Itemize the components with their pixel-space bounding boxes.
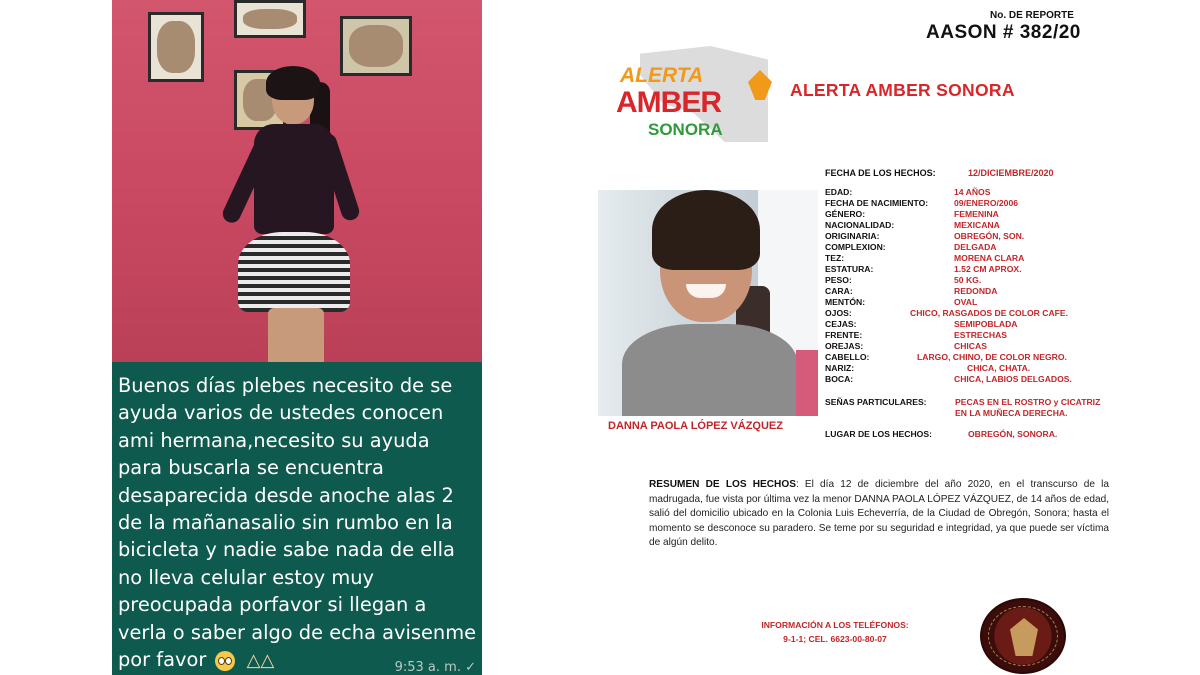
detail-row	[825, 363, 1031, 374]
detail-row	[825, 374, 1072, 385]
detail-row	[825, 341, 987, 352]
detail-label: GÉNERO:	[825, 209, 866, 219]
senas-label: SEÑAS PARTICULARES:	[825, 397, 927, 407]
detail-row	[825, 209, 999, 220]
detail-row	[825, 242, 997, 253]
detail-value: MEXICANA	[954, 220, 1000, 230]
detail-label: PESO:	[825, 275, 852, 285]
contact-phones: 9-1-1; CEL. 6623-00-80-07	[783, 634, 887, 644]
senas-value-line: EN LA MUÑECA DERECHA.	[955, 407, 1068, 418]
detail-row	[825, 286, 998, 297]
logo-alerta-text: ALERTA	[620, 64, 704, 87]
detail-row	[825, 308, 1069, 319]
detail-row	[825, 319, 1018, 330]
logo-amber-text: AMBER	[616, 86, 721, 119]
detail-label: CEJAS:	[825, 319, 857, 329]
story-message	[118, 372, 478, 674]
detail-label: ORIGINARIA:	[825, 231, 880, 241]
detail-row	[825, 264, 1022, 275]
wall-picture-frame	[148, 12, 204, 82]
alert-title: ALERTA AMBER SONORA	[790, 80, 1015, 100]
resumen-paragraph	[649, 478, 1109, 551]
lugar-value: OBREGÓN, SONORA.	[968, 429, 1058, 439]
senas-particulares	[825, 397, 1101, 418]
wall-picture-frame	[340, 16, 412, 76]
story-timestamp: 9:53 a. m. ✓	[394, 660, 476, 675]
missing-person-name: DANNA PAOLA LÓPEZ VÁZQUEZ	[608, 420, 783, 432]
wall-picture-frame	[234, 0, 306, 38]
detail-value: LARGO, CHINO, DE COLOR NEGRO.	[917, 352, 1067, 362]
fiscalia-seal-icon	[980, 598, 1066, 674]
detail-value: OVAL	[954, 297, 978, 307]
detail-row	[825, 297, 978, 308]
detail-label: ESTATURA:	[825, 264, 874, 274]
detail-value: CHICO, RASGADOS DE COLOR CAFE.	[910, 308, 1069, 318]
detail-row	[825, 220, 1000, 231]
detail-value: CHICA, LABIOS DELGADOS.	[954, 374, 1072, 384]
detail-row	[825, 330, 1008, 341]
detail-label: BOCA:	[825, 374, 854, 384]
detail-row	[825, 187, 991, 198]
contact-label: INFORMACIÓN A LOS TELÉFONOS:	[761, 620, 909, 630]
contact-info	[755, 618, 915, 646]
detail-value: DELGADA	[954, 242, 997, 252]
resumen-text: : El día 12 de diciembre del año 2020, en el transcurso de la madrugada, fue vista por última vez la menor DANNA PAOLA LÓPEZ VÁZQUEZ, de 14 años de edad, salió del domicilio ubicado en la Colonia Luis Echeverría, de la Ciudad de Obregón, Sonora; hasta el momento se desconoce su paradero. Se teme por su seguridad e integridad, ya que puede ser víctima de algún delito.	[649, 479, 1109, 549]
amber-alert-poster	[560, 0, 1200, 675]
fecha-label: FECHA DE LOS HECHOS:	[825, 168, 936, 178]
detail-label: FRENTE:	[825, 330, 863, 340]
detail-value: CHICAS	[954, 341, 987, 351]
detail-row	[825, 231, 1025, 242]
detail-label: OJOS:	[825, 308, 852, 318]
folded-hands-icon: △△	[246, 649, 275, 671]
detail-label: CARA:	[825, 286, 853, 296]
detail-label: MENTÓN:	[825, 297, 866, 307]
detail-value: 09/ENERO/2006	[954, 198, 1019, 208]
resumen-label: RESUMEN DE LOS HECHOS	[649, 479, 796, 490]
detail-value: REDONDA	[954, 286, 998, 296]
lugar-label: LUGAR DE LOS HECHOS:	[825, 429, 932, 439]
detail-label: EDAD:	[825, 187, 853, 197]
story-screenshot	[112, 0, 482, 675]
detail-label: FECHA DE NACIMIENTO:	[825, 198, 929, 208]
girl-figure	[232, 72, 362, 362]
detail-value: 14 AÑOS	[954, 187, 991, 197]
senas-value	[955, 397, 1100, 418]
detail-label: NACIONALIDAD:	[825, 220, 895, 230]
detail-row	[825, 198, 1019, 209]
detail-value: OBREGÓN, SON.	[954, 231, 1025, 241]
detail-label: OREJAS:	[825, 341, 864, 351]
details-list	[825, 187, 1072, 385]
senas-value-line: PECAS EN EL ROSTRO y CICATRIZ	[955, 397, 1101, 407]
detail-row	[825, 253, 1025, 264]
detail-value: MORENA CLARA	[954, 253, 1025, 263]
detail-label: NARIZ:	[825, 363, 855, 373]
detail-value: 50 KG.	[954, 275, 982, 285]
story-photo	[112, 0, 482, 362]
detail-value: 1.52 CM APROX.	[954, 264, 1022, 274]
story-message-text: Buenos días plebes necesito de se ayuda varios de ustedes conocen ami hermana,necesito su ayuda para buscarla se encuentra desaparecida desde anoche alas 2 de la mañanasalio sin rumbo en la bicicleta y nadie sabe nada de ella no lleva celular estoy muy preocupada porfavor si llegan a verla o saber algo de echa avisenme por favor	[118, 374, 477, 672]
alerta-amber-sonora-logo	[614, 42, 774, 142]
lugar-row	[825, 429, 1058, 439]
detail-row	[825, 352, 1067, 363]
detail-value: SEMIPOBLADA	[954, 319, 1018, 329]
detail-value: FEMENINA	[954, 209, 999, 219]
detail-label: COMPLEXION:	[825, 242, 886, 252]
detail-row	[825, 275, 982, 286]
missing-person-photo	[598, 190, 818, 416]
report-label: No. DE REPORTE	[990, 10, 1074, 21]
detail-value: ESTRECHAS	[954, 330, 1008, 340]
report-number: AASON # 382/20	[926, 22, 1081, 43]
logo-sonora-text: SONORA	[648, 120, 723, 139]
story-caption-panel	[112, 362, 482, 675]
detail-label: TEZ:	[825, 253, 845, 263]
pleading-face-icon	[215, 651, 235, 671]
detail-label: CABELLO:	[825, 352, 870, 362]
detail-value: CHICA, CHATA.	[967, 363, 1031, 373]
fecha-value: 12/DICIEMBRE/2020	[968, 168, 1054, 178]
fecha-row	[825, 168, 1054, 178]
